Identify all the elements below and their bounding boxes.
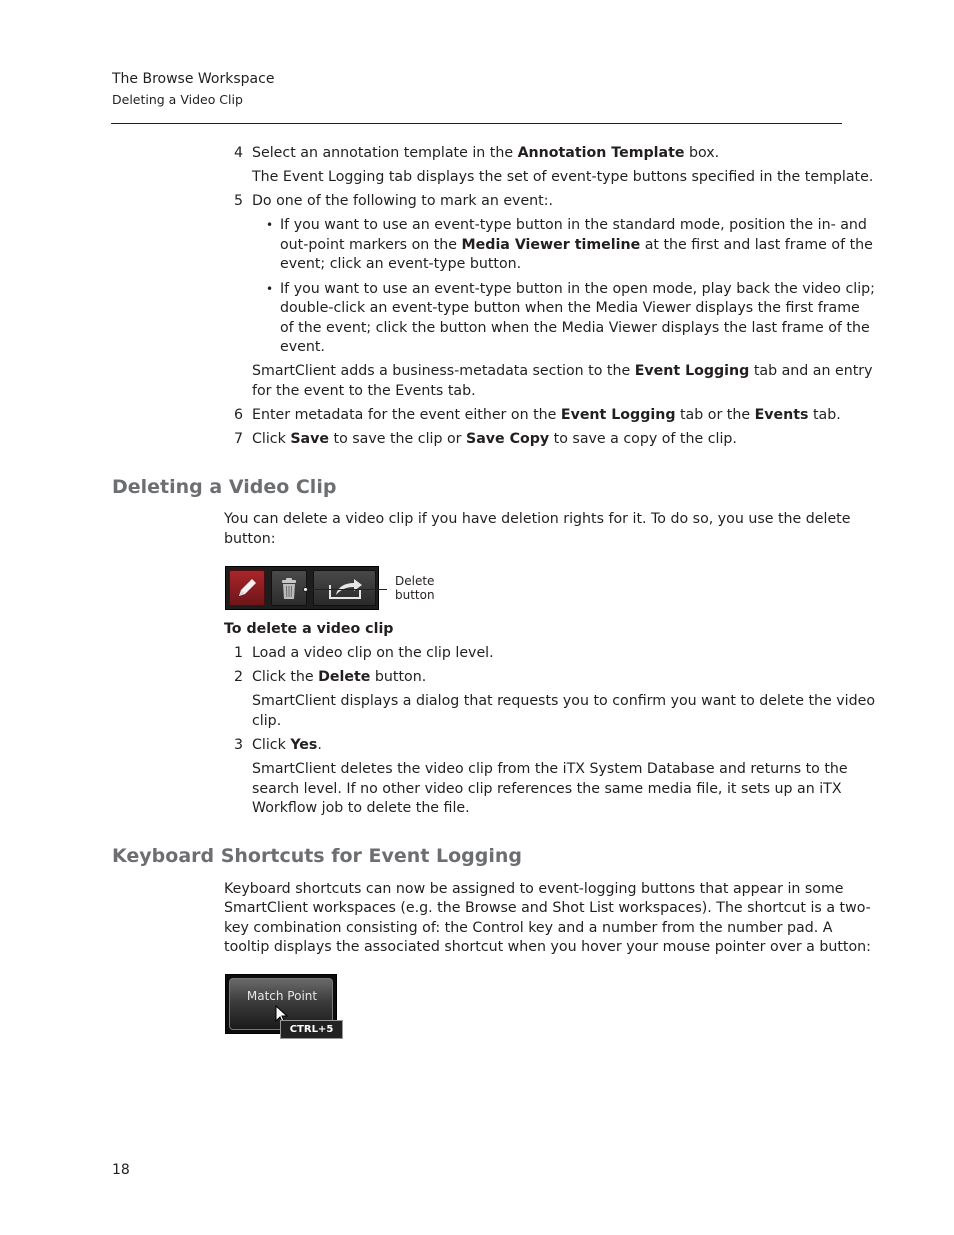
callout-line: Delete <box>395 574 435 588</box>
delete-intro-line: button: <box>224 531 276 547</box>
shortcut-tooltip: CTRL+5 <box>280 1020 343 1039</box>
delete-step-3-text: Click Yes. <box>252 737 322 753</box>
callout-leader-line <box>307 589 387 590</box>
bullet-2-line: event. <box>280 339 325 355</box>
delete-step-3-note: search level. If no other video clip references the same media file, it sets up an iTX <box>252 781 842 797</box>
section-heading-delete: Deleting a Video Clip <box>112 476 337 498</box>
delete-button[interactable] <box>271 570 307 606</box>
step-4-note: The Event Logging tab displays the set of event-type buttons specified in the template. <box>252 169 874 185</box>
edit-button[interactable] <box>229 570 265 606</box>
bullet-2-line: double-click an event-type button when the Media Viewer displays the first frame <box>280 300 860 316</box>
header-rule <box>111 123 842 124</box>
bullet-1-line: event; click an event-type button. <box>280 256 522 272</box>
step-5-text: Do one of the following to mark an event:. <box>252 193 554 209</box>
step-number: 4 <box>234 145 244 161</box>
page-number: 18 <box>112 1162 130 1178</box>
delete-step-2-text: Click the Delete button. <box>252 669 427 685</box>
step-7-text: Click Save to save the clip or Save Copy to save a copy of the clip. <box>252 431 737 447</box>
step-number: 1 <box>234 645 244 661</box>
step-4-text: Select an annotation template in the Annotation Template box. <box>252 145 720 161</box>
bullet-1-line: If you want to use an event-type button in the standard mode, position the in- and <box>280 217 867 233</box>
share-button[interactable] <box>313 570 376 606</box>
section-heading-shortcuts: Keyboard Shortcuts for Event Logging <box>112 845 523 867</box>
step-number: 3 <box>234 737 244 753</box>
shortcuts-paragraph-line: tooltip displays the associated shortcut when you hover your mouse pointer over a button: <box>224 939 871 955</box>
callout-anchor <box>303 587 308 592</box>
pencil-icon <box>230 571 264 605</box>
delete-step-3-note: SmartClient deletes the video clip from the iTX System Database and returns to the <box>252 761 848 777</box>
delete-step-1-text: Load a video clip on the clip level. <box>252 645 494 661</box>
shortcuts-paragraph-line: SmartClient workspaces (e.g. the Browse and Shot List workspaces). The shortcut is a two- <box>224 900 871 916</box>
toolbar-screenshot <box>225 566 379 610</box>
shortcuts-paragraph-line: key combination consisting of: the Control key and a number from the number pad. A <box>224 920 833 936</box>
delete-step-2-note: clip. <box>252 713 282 729</box>
bullet-2-line: If you want to use an event-type button in the open mode, play back the video clip; <box>280 281 875 297</box>
step-5-result: SmartClient adds a business-metadata section to the Event Logging tab and an entry <box>252 363 873 379</box>
delete-intro-line: You can delete a video clip if you have deletion rights for it. To do so, you use the delete <box>224 511 851 527</box>
step-number: 7 <box>234 431 244 447</box>
delete-step-3-note: Workflow job to delete the file. <box>252 800 470 816</box>
step-5-result: for the event to the Events tab. <box>252 383 476 399</box>
running-header-subsection: Deleting a Video Clip <box>112 92 243 107</box>
step-number: 6 <box>234 407 244 423</box>
step-number: 2 <box>234 669 244 685</box>
step-6-text: Enter metadata for the event either on the Event Logging tab or the Events tab. <box>252 407 841 423</box>
shortcuts-paragraph-line: Keyboard shortcuts can now be assigned to event-logging buttons that appear in some <box>224 881 844 897</box>
bullet-marker: • <box>266 282 274 296</box>
running-header-section: The Browse Workspace <box>112 71 275 87</box>
bullet-marker: • <box>266 218 274 232</box>
delete-button-callout <box>395 574 435 602</box>
delete-step-2-note: SmartClient displays a dialog that requests you to confirm you want to delete the video <box>252 693 876 709</box>
trash-can-icon <box>272 571 306 605</box>
match-point-label: Match Point <box>246 989 318 1003</box>
callout-line: button <box>395 588 435 602</box>
bullet-1-line: out-point markers on the Media Viewer timeline at the first and last frame of the <box>280 237 873 253</box>
share-arrow-icon <box>314 571 375 605</box>
procedure-title: To delete a video clip <box>224 621 394 637</box>
bullet-2-line: of the event; click the button when the Media Viewer displays the last frame of the <box>280 320 870 336</box>
step-number: 5 <box>234 193 244 209</box>
